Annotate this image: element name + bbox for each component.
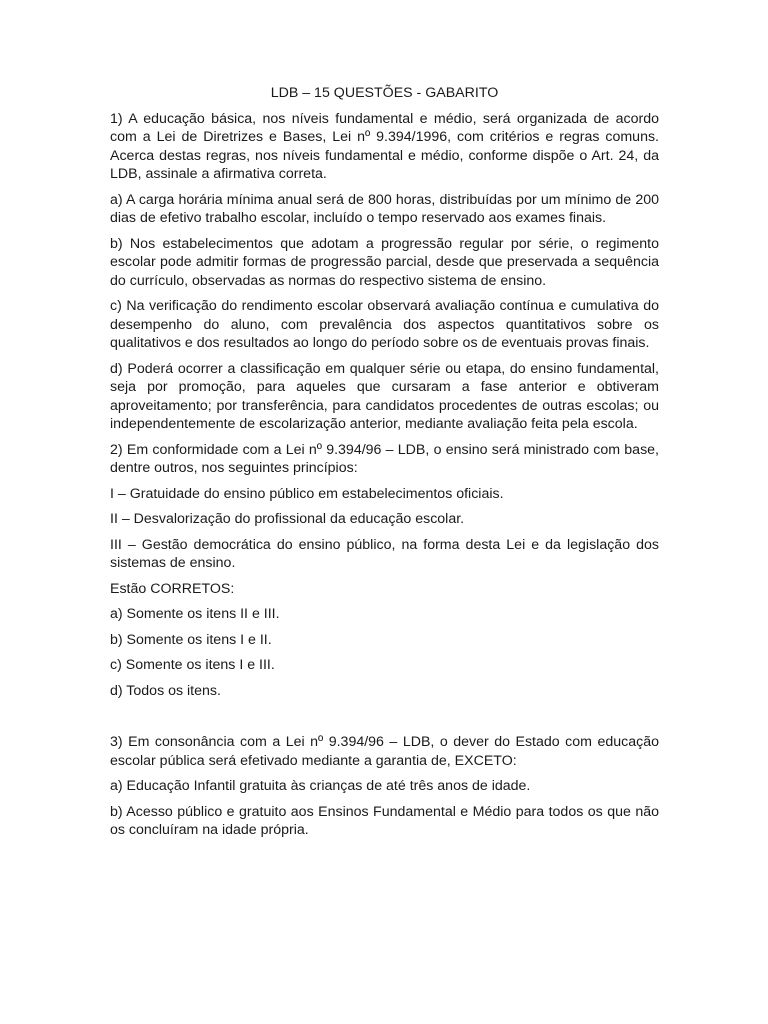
question-1-option-b: b) Nos estabelecimentos que adotam a progressão regular por série, o regimento escolar pode admitir formas de progressão parcial, desde que preservada a sequência do currículo, observadas as normas do respectivo sistema de ensino. [110, 235, 659, 289]
question-2-option-a: a) Somente os itens II e III. [110, 606, 280, 622]
question-1-option-a: a) A carga horária mínima anual será de 800 horas, distribuídas por um mínimo de 200 dias de efetivo trabalho escolar, incluído o tempo reservado aos exames finais. [110, 191, 659, 226]
question-1-option-d: d) Poderá ocorrer a classificação em qualquer série ou etapa, do ensino fundamental, seja por promoção, para aqueles que cursaram a fase anterior e obtiveram aproveitamento; por transferência, para candidatos procedentes de outras escolas; ou independentemente de escolarização anterior, mediante avaliação feita pela escola. [110, 360, 659, 432]
document-title: LDB – 15 QUESTÕES - GABARITO [270, 85, 499, 101]
question-2-option-c: c) Somente os itens I e III. [110, 657, 275, 673]
question-3-option-a: a) Educação Infantil gratuita às crianças de até três anos de idade. [110, 778, 531, 794]
question-3-option-b: b) Acesso público e gratuito aos Ensinos Fundamental e Médio para todos os que não os concluíram na idade própria. [110, 803, 659, 838]
blank-line [110, 707, 659, 733]
question-3-text: 3) Em consonância com a Lei nº 9.394/96 – LDB, o dever do Estado com educação escolar pública será efetivado mediante a garantia de, EXCETO: [110, 734, 659, 769]
question-2-item-iii: III – Gestão democrática do ensino público, na forma desta Lei e da legislação dos sistemas de ensino. [110, 536, 659, 571]
question-1-option-c: c) Na verificação do rendimento escolar observará avaliação contínua e cumulativa do desempenho do aluno, com prevalência dos aspectos quantitativos sobre os qualitativos e dos resultados ao longo do período sobre os de eventuais provas finais. [110, 298, 659, 351]
question-2-text: 2) Em conformidade com a Lei nº 9.394/96 – LDB, o ensino será ministrado com base, dentre outros, nos seguintes princípios: [110, 441, 659, 476]
question-2-option-b: b) Somente os itens I e II. [110, 631, 272, 648]
question-2-prompt: Estão CORRETOS: [110, 580, 235, 597]
question-2-item-ii: II – Desvalorização do profissional da educação escolar. [110, 511, 465, 527]
question-2-option-d: d) Todos os itens. [110, 682, 221, 699]
question-2-item-i: I – Gratuidade do ensino público em estabelecimentos oficiais. [110, 485, 504, 502]
question-1-text: 1) A educação básica, nos níveis fundamental e médio, será organizada de acordo com a Lei de Diretrizes e Bases, Lei nº 9.394/1996, com critérios e regras comuns. Acerca destas regras, nos níveis fundamental e médio, conforme dispõe o Art. 24, da LDB, assinale a afirmativa correta. [110, 110, 659, 182]
document-page [110, 84, 659, 847]
